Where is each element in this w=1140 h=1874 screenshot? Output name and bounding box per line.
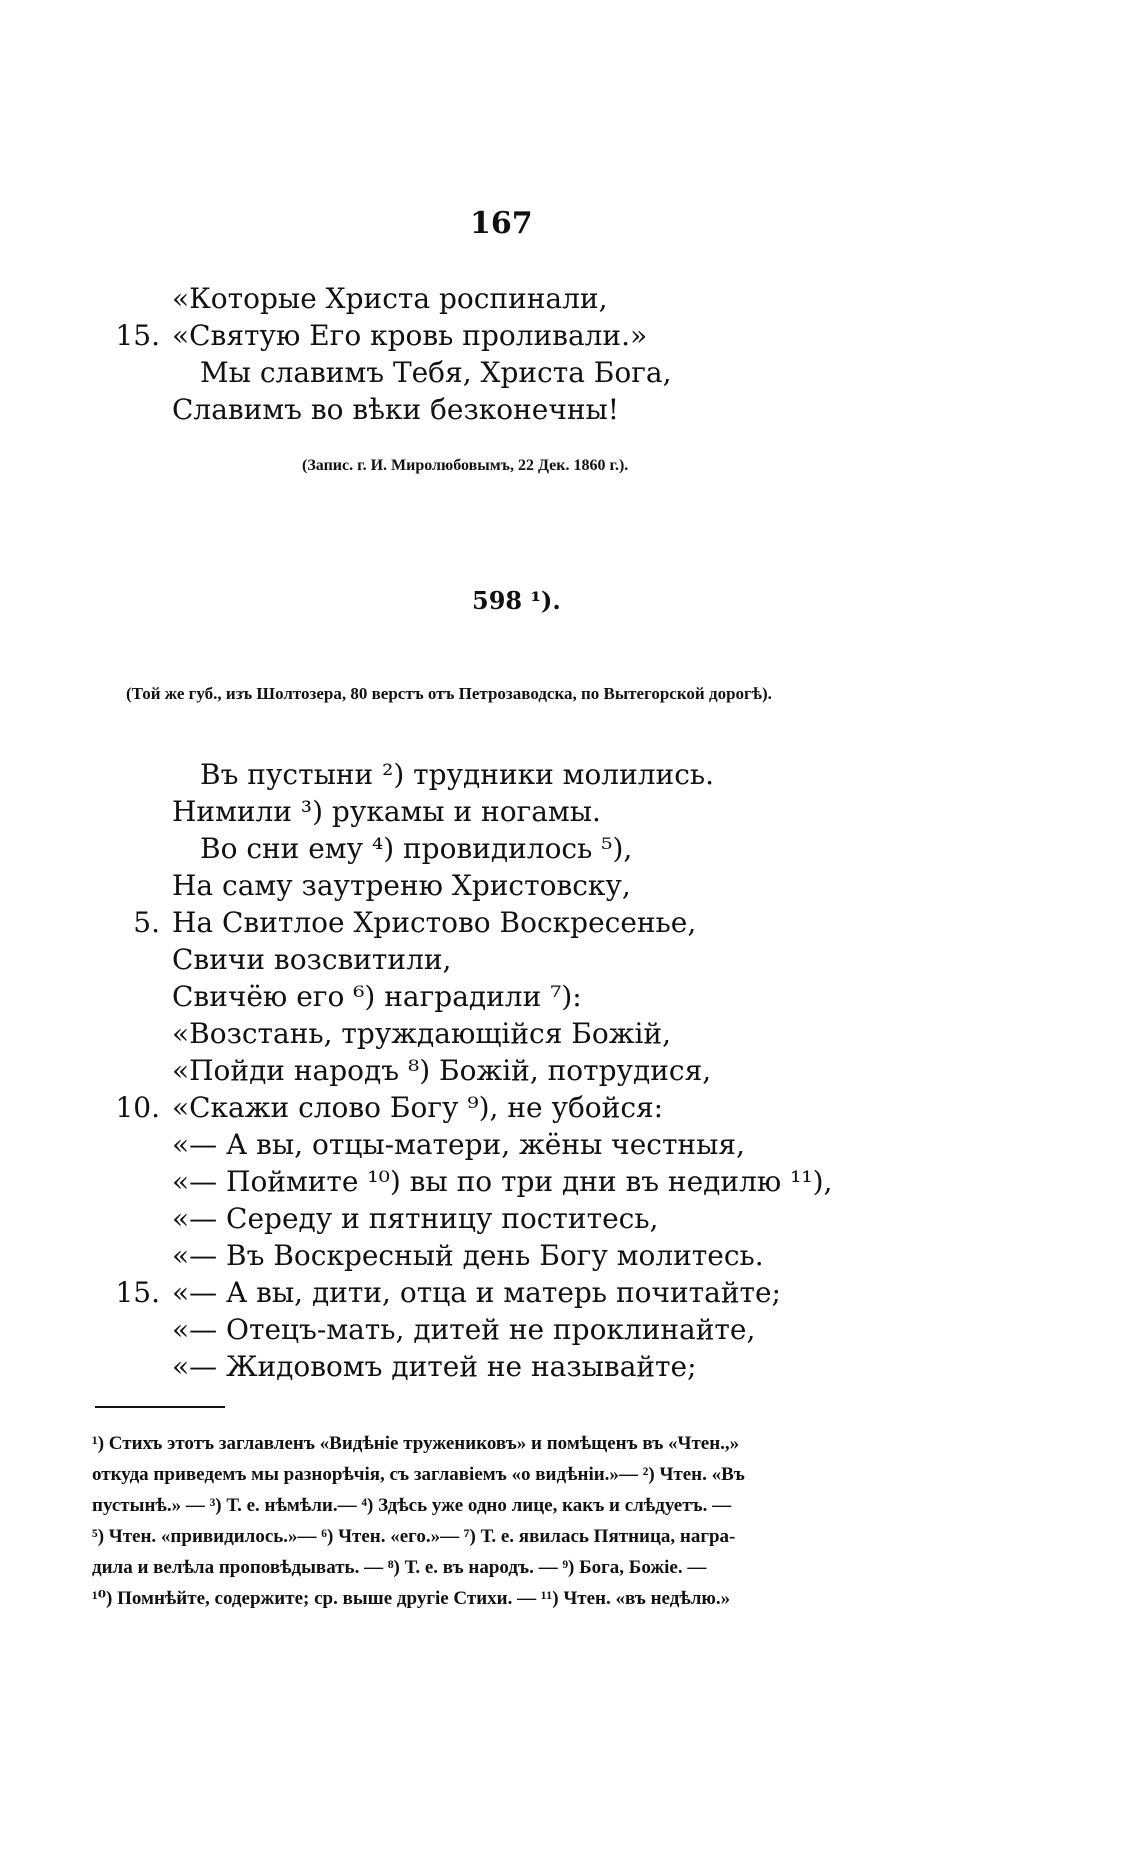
line-text: «Пойди народъ ⁸) Божій, потрудися,	[172, 1054, 712, 1087]
verse-line	[100, 391, 672, 428]
verse-line	[100, 1015, 832, 1052]
line-text: Мы славимъ Тебя, Христа Бога,	[200, 356, 672, 389]
line-text: «Которые Христа роспинали,	[172, 282, 608, 315]
verse-line	[100, 1163, 832, 1200]
poem-1-lines	[100, 280, 672, 428]
line-text: Свичёю его ⁶) наградили ⁷):	[172, 980, 582, 1013]
poem-1-attribution: (Запис. г. И. Миролюбовымъ, 22 Дек. 1860 г.).	[302, 457, 629, 474]
verse-line	[100, 1348, 832, 1385]
verse-line	[100, 1089, 832, 1126]
line-text: «— Поймите ¹⁰) вы по три дни въ недилю ¹¹),	[172, 1165, 833, 1198]
line-number: 15.	[115, 1276, 160, 1309]
line-text: «— Жидовомъ дитей не называйте;	[172, 1350, 697, 1383]
footnote-line: ⁵) Чтен. «привидилось.»— ⁶) Чтен. «его.»— ⁷) Т. е. явилась Пятница, награ-	[92, 1526, 736, 1547]
footnotes	[92, 1428, 932, 1614]
line-number: 5.	[133, 906, 160, 939]
verse-line	[100, 1126, 832, 1163]
verse-line	[100, 1311, 832, 1348]
song-number: 598 ¹).	[472, 586, 561, 615]
verse-line	[100, 1274, 832, 1311]
line-text: Славимъ во вѣки безконечны!	[172, 393, 620, 426]
footnote-line: пустынѣ.» — ³) Т. е. нѣмѣли.— ⁴) Здѣсь уже одно лице, какъ и слѣдуетъ. —	[92, 1495, 732, 1516]
verse-line	[100, 941, 832, 978]
verse-line	[100, 978, 832, 1015]
footnote-line: откуда приведемъ мы разнорѣчія, съ заглавіемъ «о видѣніи.»— ²) Чтен. «Въ	[92, 1464, 745, 1485]
line-text: Во сни ему ⁴) провидилось ⁵),	[200, 832, 633, 865]
page-number: 167	[470, 206, 533, 241]
verse-line	[100, 830, 832, 867]
verse-line	[100, 1200, 832, 1237]
line-text: «— Середу и пятницу поститесь,	[172, 1202, 659, 1235]
verse-line	[100, 1052, 832, 1089]
verse-line	[100, 280, 672, 317]
verse-line	[100, 354, 672, 391]
line-text: «Возстань, труждающійся Божій,	[172, 1017, 671, 1050]
verse-line	[100, 1237, 832, 1274]
line-text: «— А вы, дити, отца и матерь почитайте;	[172, 1276, 781, 1309]
song-source: (Той же губ., изъ Шолтозера, 80 верстъ отъ Петрозаводска, по Вытегорской дорогѣ).	[126, 684, 772, 703]
verse-line	[100, 317, 672, 354]
line-text: «Скажи слово Богу ⁹), не убойся:	[172, 1091, 664, 1124]
line-number: 15.	[115, 319, 160, 352]
verse-line	[100, 756, 832, 793]
line-text: Свичи возсвитили,	[172, 943, 452, 976]
line-text: «Святую Его кровь проливали.»	[172, 319, 648, 352]
footnote-line: ¹⁰) Помнѣйте, содержите; ср. выше другіе Стихи. — ¹¹) Чтен. «въ недѣлю.»	[92, 1588, 731, 1609]
footnote-line: дила и велѣла проповѣдывать. — ⁸) Т. е. въ народъ. — ⁹) Бога, Божіе. —	[92, 1557, 707, 1578]
line-text: Въ пустыни ²) трудники молились.	[200, 758, 715, 791]
line-text: На саму заутреню Христовску,	[172, 869, 631, 902]
line-text: «— Отецъ-мать, дитей не проклинайте,	[172, 1313, 756, 1346]
verse-line	[100, 793, 832, 830]
line-text: Нимили ³) рукамы и ногамы.	[172, 795, 601, 828]
footnote-rule	[95, 1406, 225, 1408]
line-text: «— Въ Воскресный день Богу молитесь.	[172, 1239, 764, 1272]
verse-line	[100, 867, 832, 904]
line-text: На Свитлое Христово Воскресенье,	[172, 906, 697, 939]
footnote-line: ¹) Стихъ этотъ заглавленъ «Видѣніе тружениковъ» и помѣщенъ въ «Чтен.,»	[92, 1433, 740, 1454]
verse-line	[100, 904, 832, 941]
line-text: «— А вы, отцы-матери, жёны честныя,	[172, 1128, 745, 1161]
line-number: 10.	[115, 1091, 160, 1124]
poem-2-lines	[100, 756, 832, 1385]
